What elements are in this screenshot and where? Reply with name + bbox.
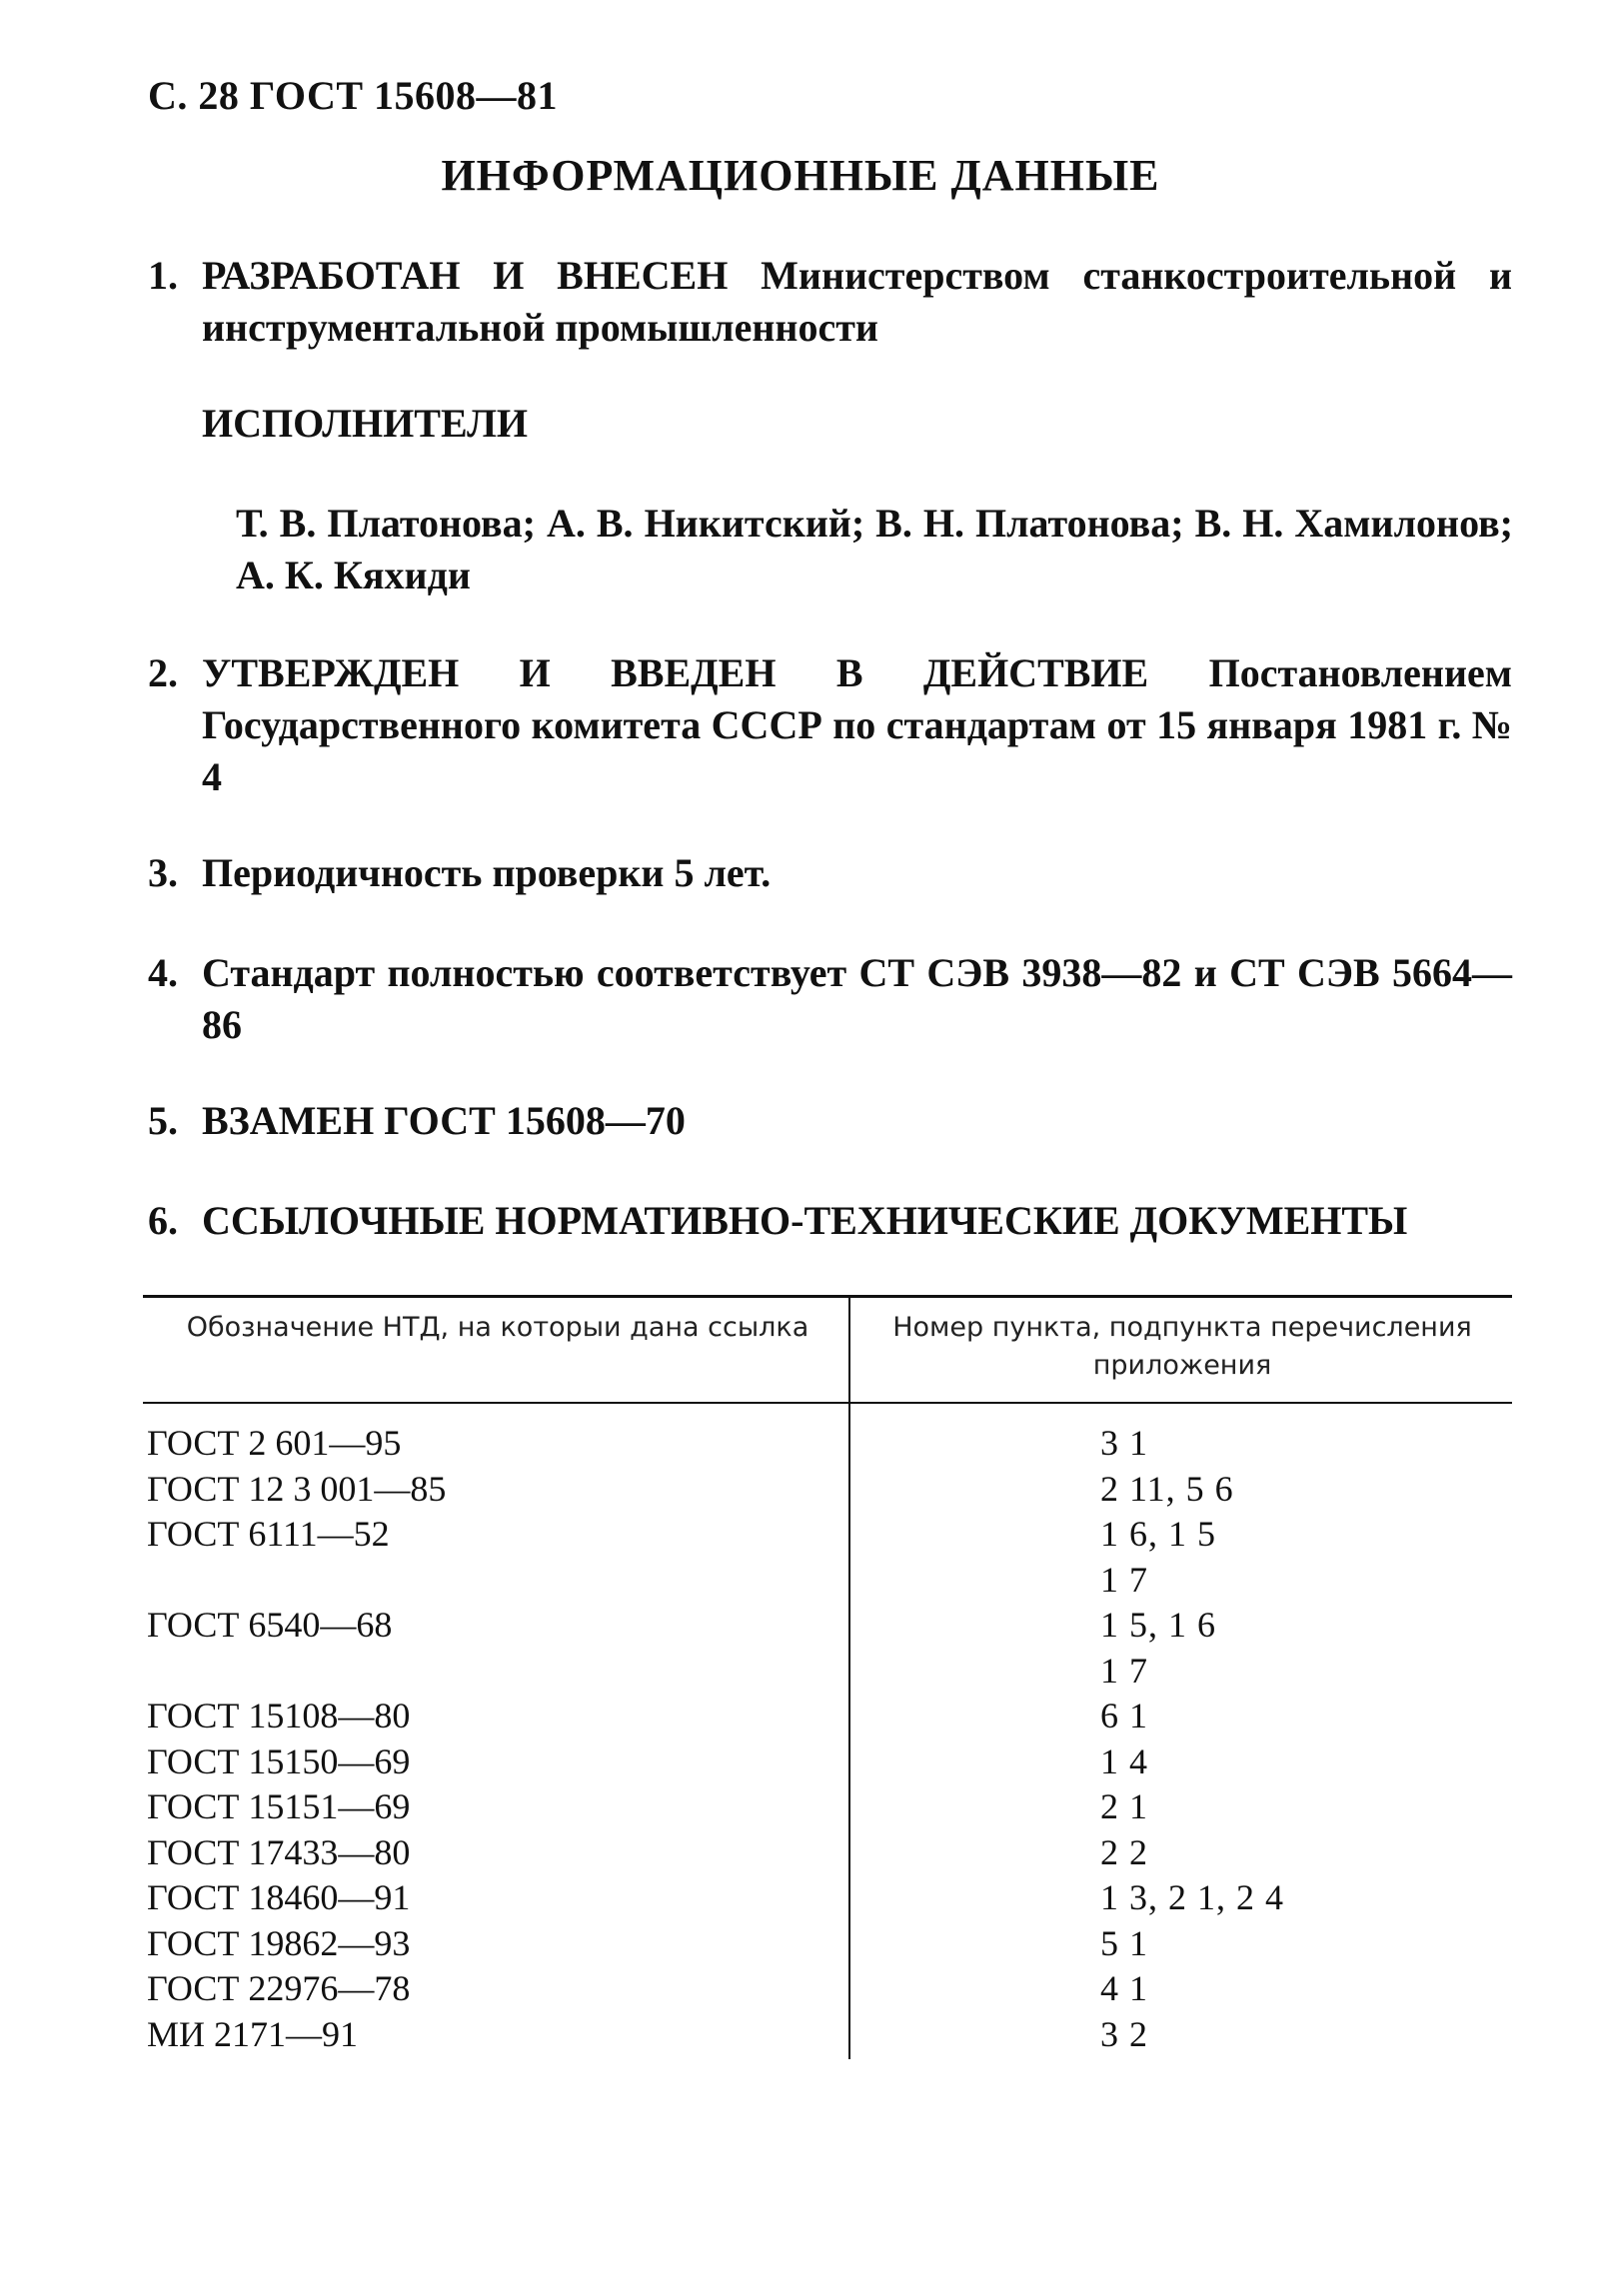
item-number: 1. (148, 253, 178, 298)
table-row (143, 1649, 1512, 1695)
table-cell-clause: 1 4 (1100, 1740, 1148, 1781)
table-row (143, 1966, 1512, 2012)
info-item-2 (148, 647, 1512, 803)
table-row (143, 1603, 1512, 1649)
table-row (143, 1784, 1512, 1830)
info-item-6 (148, 1195, 1512, 1247)
table-cell-clause: 1 7 (1100, 1559, 1148, 1600)
table-row (143, 1558, 1512, 1604)
item-number: 5. (148, 1098, 178, 1143)
item-text: Постановлением Государственного комитета СССР по стандартам от 15 января 1981 г. № 4 (202, 650, 1512, 799)
table-cell-clause: 1 5, 1 6 (1100, 1605, 1216, 1645)
table-row (143, 2012, 1512, 2058)
table-cell-clause: 2 1 (1100, 1786, 1148, 1826)
item-text: Стандарт полностью соответствует СТ СЭВ 3938—82 и СТ СЭВ 5664—86 (202, 950, 1512, 1047)
table-cell-designation: ГОСТ 6540—68 (147, 1605, 393, 1645)
table-row (143, 1694, 1512, 1739)
table-cell-clause: 3 2 (1100, 2013, 1148, 2054)
table-row (143, 1467, 1512, 1513)
page-header: С. 28 ГОСТ 15608—81 (148, 73, 559, 118)
table-cell-designation: ГОСТ 17433—80 (147, 1831, 411, 1872)
table-row (143, 1830, 1512, 1876)
table-cell-clause: 2 11, 5 6 (1100, 1468, 1234, 1509)
table-cell-designation: ГОСТ 19862—93 (147, 1922, 411, 1963)
table-cell-designation: ГОСТ 15150—69 (147, 1740, 411, 1781)
item-number: 6. (148, 1198, 178, 1243)
info-item-5 (148, 1095, 1512, 1147)
item-number: 3. (148, 850, 178, 895)
info-item-1 (148, 250, 1512, 354)
table-cell-designation: МИ 2171—91 (147, 2013, 359, 2054)
item-heading: УТВЕРЖДЕН И ВВЕДЕН В ДЕЙСТВИЕ (202, 650, 1149, 695)
table-header-rule (143, 1402, 1512, 1404)
table-cell-clause: 4 1 (1100, 1968, 1148, 2008)
table-cell-clause: 6 1 (1100, 1696, 1148, 1735)
table-cell-designation: ГОСТ 18460—91 (147, 1877, 411, 1917)
item-number: 2. (148, 650, 178, 695)
table-cell-designation: ГОСТ 22976—78 (147, 1968, 411, 2008)
item-text: ВЗАМЕН ГОСТ 15608—70 (202, 1098, 686, 1143)
table-header-clause: Номер пункта, подпункта перечисления приложения (892, 1312, 1472, 1381)
item-text: ССЫЛОЧНЫЕ НОРМАТИВНО-ТЕХНИЧЕСКИЕ ДОКУМЕНТЫ (202, 1198, 1408, 1243)
table-cell-clause: 1 7 (1100, 1650, 1148, 1691)
table-cell-designation: ГОСТ 12 3 001—85 (147, 1468, 447, 1509)
table-cell-designation: ГОСТ 15151—69 (147, 1786, 411, 1826)
table-body (143, 1421, 1512, 2057)
table-cell-clause: 2 2 (1100, 1831, 1148, 1872)
performers-names: Т. В. Платонова; А. В. Никитский; В. Н. Платонова; В. Н. Хамилонов; А. К. Кяхиди (236, 501, 1513, 597)
info-item-4 (148, 947, 1512, 1051)
table-cell-designation: ГОСТ 15108—80 (147, 1696, 411, 1735)
table-cell-clause: 1 6, 1 5 (1100, 1514, 1216, 1554)
table-row (143, 1921, 1512, 1967)
table-row (143, 1421, 1512, 1467)
table-cell-clause: 3 1 (1100, 1423, 1148, 1463)
table-cell-clause: 5 1 (1100, 1922, 1148, 1963)
item-heading: РАЗРАБОТАН И ВНЕСЕН (202, 253, 729, 298)
table-row (143, 1875, 1512, 1921)
page-title: ИНФОРМАЦИОННЫЕ ДАННЫЕ (441, 151, 1160, 200)
table-row (143, 1739, 1512, 1785)
table-row (143, 1512, 1512, 1558)
table-cell-designation: ГОСТ 6111—52 (147, 1514, 390, 1554)
info-item-3 (148, 847, 1512, 899)
item-text: Министерством станкостроительной и инструментальной промышленности (202, 253, 1513, 350)
table-cell-designation: ГОСТ 2 601—95 (147, 1423, 402, 1463)
item-text: Периодичность проверки 5 лет. (202, 850, 772, 895)
item-number: 4. (148, 950, 178, 995)
table-top-rule (143, 1295, 1512, 1298)
performers-heading: ИСПОЛНИТЕЛИ (202, 401, 529, 446)
table-cell-clause: 1 3, 2 1, 2 4 (1100, 1877, 1284, 1917)
table-header-designation: Обозначение НТД, на которыи дана ссылка (186, 1312, 809, 1343)
